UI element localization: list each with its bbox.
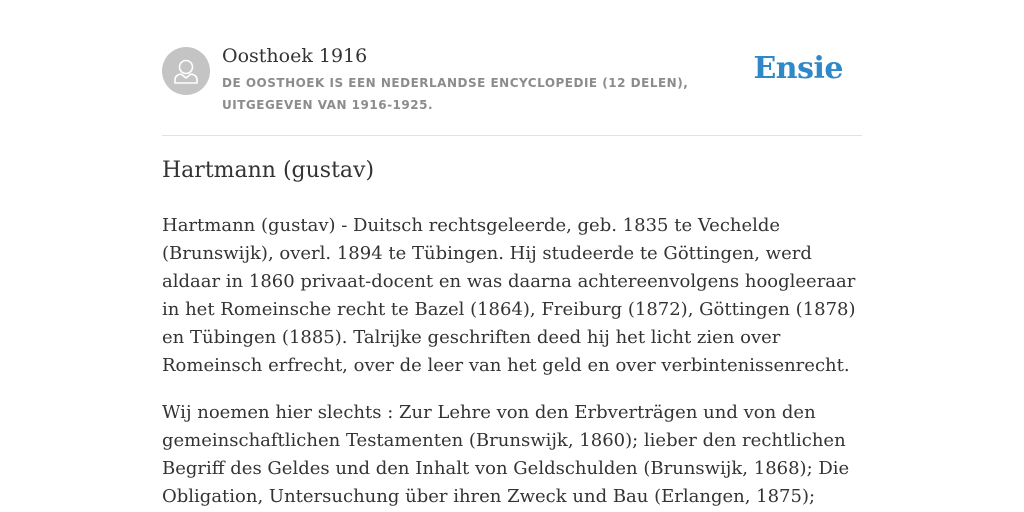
source-title[interactable]: Oosthoek 1916 xyxy=(222,45,368,67)
page-container xyxy=(162,0,862,507)
source-description: DE OOSTHOEK IS EEN NEDERLANDSE ENCYCLOPEDIE (12 DELEN), UITGEGEVEN VAN 1916-1925. xyxy=(222,76,689,112)
source-header xyxy=(162,0,862,136)
article-title: Hartmann (gustav) xyxy=(162,158,375,183)
user-icon[interactable] xyxy=(162,47,210,95)
article-paragraph: Hartmann (gustav) - Duitsch rechtsgeleerde, geb. 1835 te Vechelde (Brunswijk), overl. 1894 te Tübingen. Hij studeerde te Göttingen, werd aldaar in 1860 privaat-docent en was daarna achtereenvolgens hoogleeraar in het Romeinsche recht te Bazel (1864), Freiburg (1872), Göttingen (1878) en Tübingen (1885). Talrijke geschriften deed hij het licht zien over Romeinsch erfrecht, over de leer van het geld en over verbintenissenrecht. xyxy=(162,215,856,376)
ensie-logo[interactable]: Ensie xyxy=(753,51,843,86)
article-body xyxy=(162,212,862,512)
article-paragraph: Wij noemen hier slechts : Zur Lehre von den Erbverträgen und von den gemeinschaftlichen Testamenten (Brunswijk, 1860); lieber den rechtlichen Begriff des Geldes und den Inhalt von Geldschulden (Brunswijk, 1868); Die Obligation, Untersuchung über ihren Zweck und Bau (Erlangen, 1875); xyxy=(162,402,850,507)
